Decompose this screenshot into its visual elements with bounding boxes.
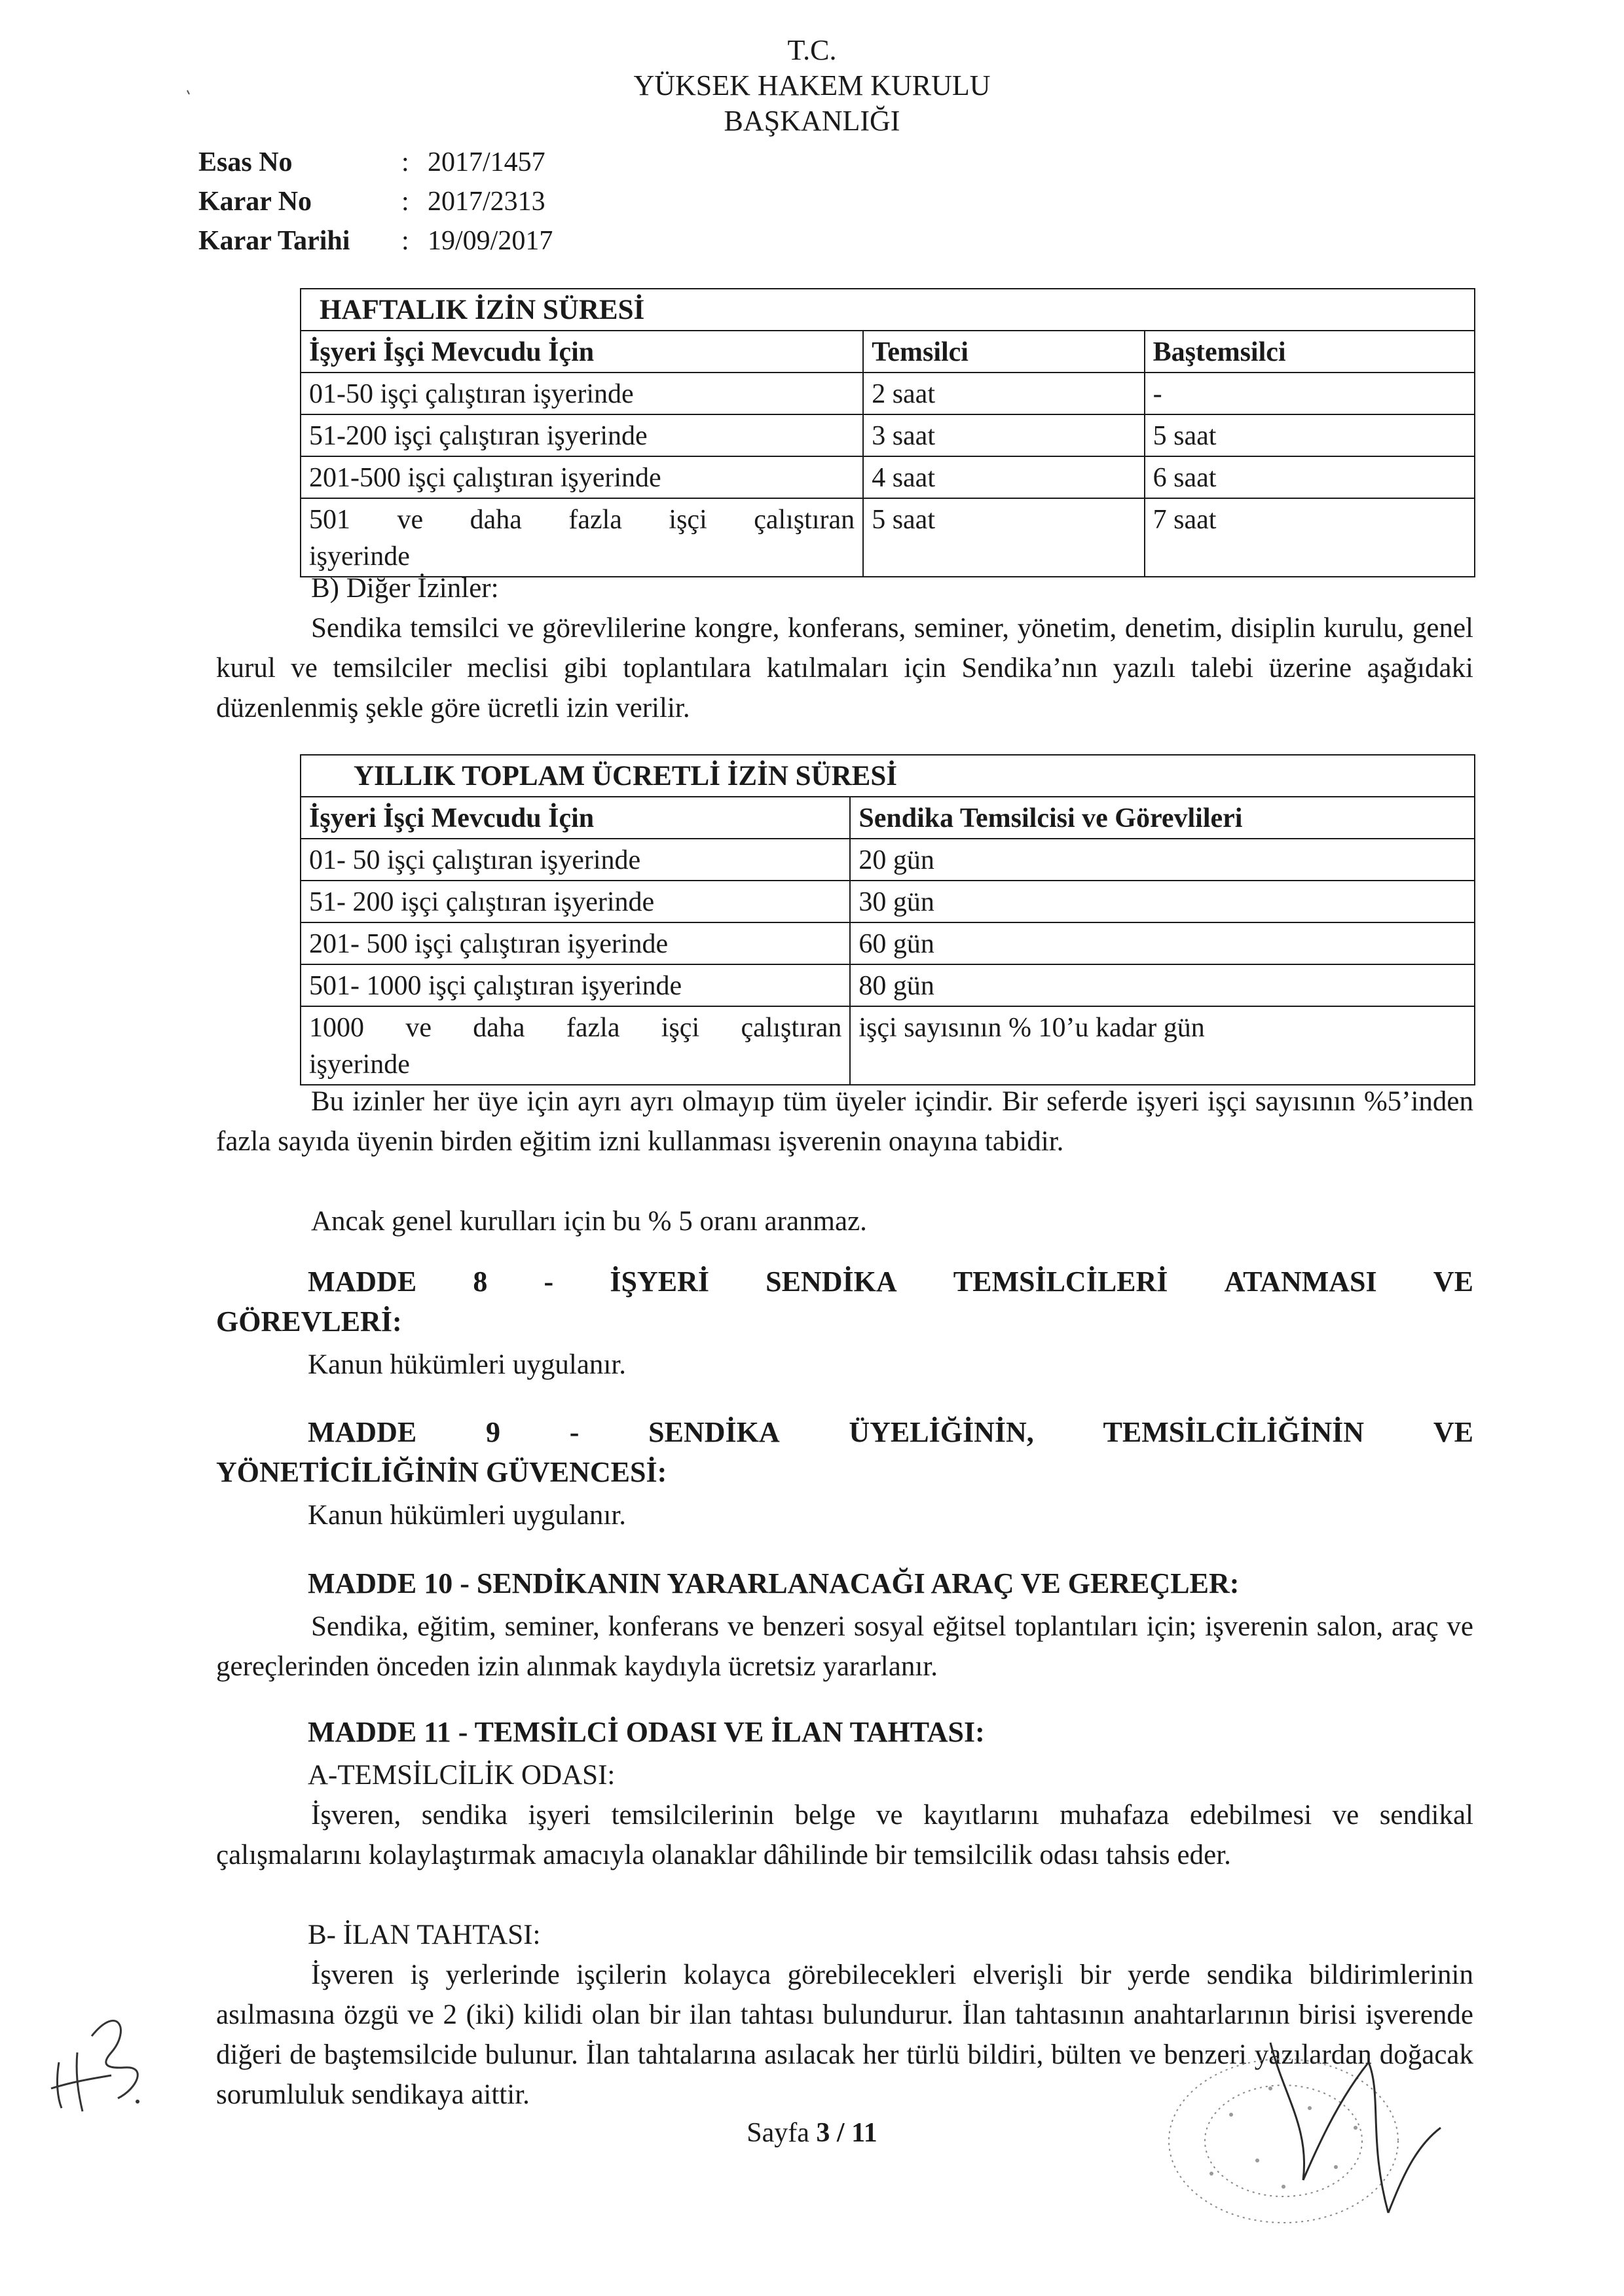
article-8-title-cont: GÖREVLERİ: xyxy=(216,1305,402,1338)
table-caption: YILLIK TOPLAM ÜCRETLİ İZİN SÜRESİ xyxy=(301,755,1475,797)
annual-leave-table xyxy=(300,754,1475,1085)
handwritten-signature xyxy=(39,1990,170,2115)
table-cell: 4 saat xyxy=(863,456,1144,498)
table-cell: 201-500 işçi çalıştıran işyerinde xyxy=(301,456,863,498)
meta-row-tarih: Karar Tarihi : 19/09/2017 xyxy=(198,221,624,261)
table-cell: - xyxy=(1145,373,1475,414)
table-row xyxy=(301,1006,1475,1085)
table-cell: 501- 1000 işçi çalıştıran işyerinde xyxy=(301,964,850,1006)
column-header: Sendika Temsilcisi ve Görevlileri xyxy=(850,797,1475,839)
table-row xyxy=(301,373,1475,414)
table-row xyxy=(301,881,1475,922)
header-line-presidency: BAŞKANLIĞI xyxy=(724,105,900,137)
article-8-body: Kanun hükümleri uygulanır. xyxy=(308,1349,627,1380)
table-row xyxy=(301,839,1475,881)
section-b-text: Sendika temsilci ve görevlilerine kongre, konferans, seminer, yönetim, denetim, disiplin kurulu, genel kurul ve temsilciler meclisi gibi toplantılara katılmaları için Sendika’nın yazılı talebi üzerine aşağıdaki düzenlenmiş şekle göre ücretli izin verilir. xyxy=(216,613,1473,723)
section-b-label: B) Diğer İzinler: xyxy=(311,573,499,604)
article-11-sub-a: A-TEMSİLCİLİK ODASI: xyxy=(308,1760,616,1791)
meta-label: Karar No xyxy=(198,187,312,217)
table-cell: 20 gün xyxy=(850,839,1475,881)
article-9-title-cont: YÖNETİCİLİĞİNİN GÜVENCESİ: xyxy=(216,1456,667,1488)
page-number: Sayfa 3 / 11 xyxy=(747,2118,877,2148)
meta-value: 2017/1457 xyxy=(428,147,545,177)
table-cell: 30 gün xyxy=(850,881,1475,922)
meta-value: 19/09/2017 xyxy=(428,226,553,256)
meta-row-karar: Karar No : 2017/2313 xyxy=(198,182,624,221)
article-11-text-a: İşveren, sendika işyeri temsilcilerinin belge ve kayıtlarını muhafaza edebilmesi ve sendikal çalışmalarını kolaylaştırmak amacıyla olanaklar dâhilinde bir temsilcilik odası tahsis eder. xyxy=(216,1800,1473,1870)
table-row xyxy=(301,456,1475,498)
table-cell: 5 saat xyxy=(863,498,1144,577)
header-line-tc: T.C. xyxy=(787,34,837,66)
table-cell: işçi sayısının % 10’u kadar gün xyxy=(850,1006,1475,1085)
table-cell: 7 saat xyxy=(1145,498,1475,577)
article-11-text-b: İşveren iş yerlerinde işçilerin kolayca görebilecekleri elverişli bir yerde sendika bildirimlerinin asılmasına özgü ve 2 (iki) kilidi olan bir ilan tahtası bulundurur. İlan tahtasının anahtarlarının birisi işverende diğeri de baştemsilcide bulunur. İlan tahtalarına asılacak her türlü bildiri, bülten ve benzeri yazılardan doğacak sorumluluk sendikaya aittir. xyxy=(216,1959,1473,2110)
article-11-title: MADDE 11 - TEMSİLCİ ODASI VE İLAN TAHTASI: xyxy=(308,1716,985,1748)
column-header: İşyeri İşçi Mevcudu İçin xyxy=(301,331,863,373)
article-10-body: Sendika, eğitim, seminer, konferans ve benzeri sosyal eğitsel toplantıları için; işverenin salon, araç ve gereçlerinden önceden izin alınmak kaydıyla ücretsiz yararlanır. xyxy=(216,1611,1473,1682)
meta-label: Esas No xyxy=(198,147,293,177)
table-cell: 3 saat xyxy=(863,414,1144,456)
article-9-body: Kanun hükümleri uygulanır. xyxy=(308,1500,627,1531)
article-10-title: MADDE 10 - SENDİKANIN YARARLANACAĞI ARAÇ VE GEREÇLER: xyxy=(308,1567,1240,1599)
table-cell: 5 saat xyxy=(1145,414,1475,456)
table-cell: 01-50 işçi çalıştıran işyerinde xyxy=(301,373,863,414)
weekly-leave-table xyxy=(300,288,1475,577)
header-line-institution: YÜKSEK HAKEM KURULU xyxy=(633,69,991,101)
column-header: İşyeri İşçi Mevcudu İçin xyxy=(301,797,850,839)
table-cell: 1000 ve daha fazla işçi çalıştıran işyerinde xyxy=(301,1006,850,1085)
meta-row-esas: Esas No : 2017/1457 xyxy=(198,143,624,182)
paragraph-permissions: Bu izinler her üye için ayrı ayrı olmayıp tüm üyeler içindir. Bir seferde işyeri işçi sayısının %5’inden fazla sayıda üyenin birden eğitim izni kullanması işverenin onayına tabidir. xyxy=(216,1086,1473,1157)
table-cell: 2 saat xyxy=(863,373,1144,414)
table-row xyxy=(301,964,1475,1006)
table-cell: 60 gün xyxy=(850,922,1475,964)
table-caption: HAFTALIK İZİN SÜRESİ xyxy=(301,289,1475,331)
article-11-sub-b: B- İLAN TAHTASI: xyxy=(308,1920,541,1950)
column-header: Temsilci xyxy=(863,331,1144,373)
table-cell: 501 ve daha fazla işçi çalıştıran işyerinde xyxy=(301,498,863,577)
meta-value: 2017/2313 xyxy=(428,187,545,217)
table-cell: 80 gün xyxy=(850,964,1475,1006)
table-row xyxy=(301,498,1475,577)
table-cell: 51-200 işçi çalıştıran işyerinde xyxy=(301,414,863,456)
table-cell: 6 saat xyxy=(1145,456,1475,498)
table-row xyxy=(301,414,1475,456)
column-header: Baştemsilci xyxy=(1145,331,1475,373)
article-8-title: MADDE 8 - İŞYERİ SENDİKA TEMSİLCİLERİ ATANMASI VE xyxy=(308,1266,1473,1298)
case-meta xyxy=(198,143,624,261)
meta-label: Karar Tarihi xyxy=(198,226,350,256)
table-cell: 201- 500 işçi çalıştıran işyerinde xyxy=(301,922,850,964)
article-9-title: MADDE 9 - SENDİKA ÜYELİĞİNİN, TEMSİLCİLİĞİNİN VE xyxy=(308,1416,1473,1448)
table-row xyxy=(301,922,1475,964)
paragraph-general-assembly: Ancak genel kurulları için bu % 5 oranı aranmaz. xyxy=(311,1206,867,1237)
table-cell: 51- 200 işçi çalıştıran işyerinde xyxy=(301,881,850,922)
table-cell: 01- 50 işçi çalıştıran işyerinde xyxy=(301,839,850,881)
